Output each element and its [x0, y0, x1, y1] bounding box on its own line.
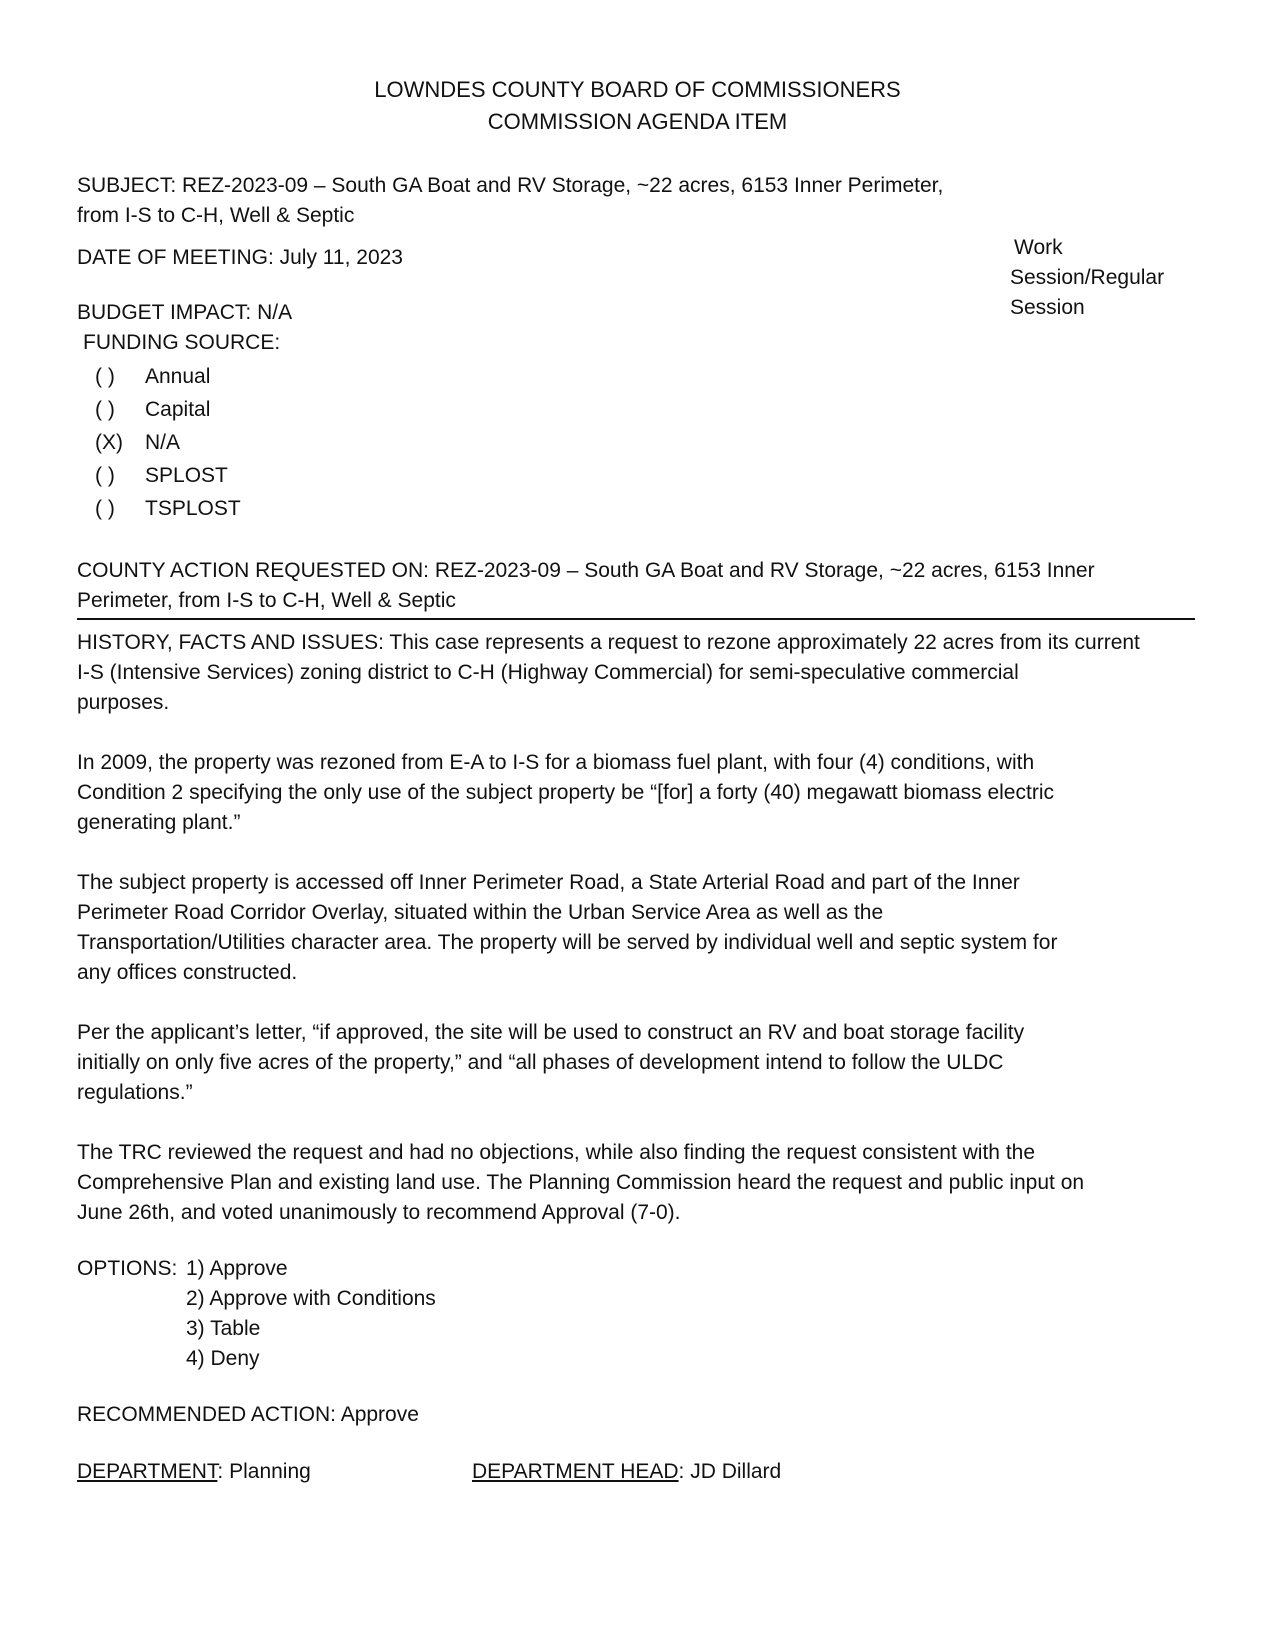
history-p3-line-1: The subject property is accessed off Inner Perimeter Road, a State Arterial Road and part of the Inner	[77, 871, 1020, 894]
funding-source-row	[95, 428, 495, 458]
option-item: 1) Approve	[186, 1257, 288, 1280]
funding-source-row	[95, 395, 495, 425]
funding-checkbox: (X)	[95, 431, 123, 454]
meeting-date: DATE OF MEETING: July 11, 2023	[77, 246, 403, 269]
history-p1-line-2: I-S (Intensive Services) zoning district to C-H (Highway Commercial) for semi-speculative commercial	[77, 661, 1019, 684]
funding-checkbox: ( )	[95, 497, 115, 520]
history-p1-line-3: purposes.	[77, 691, 170, 714]
county-action-line-2: Perimeter, from I-S to C-H, Well & Septic	[77, 589, 456, 612]
funding-label: SPLOST	[145, 464, 228, 487]
funding-label: N/A	[145, 431, 181, 454]
history-p2-line-3: generating plant.”	[77, 811, 241, 834]
funding-source-label: FUNDING SOURCE:	[83, 331, 281, 354]
funding-source-row	[95, 461, 495, 491]
department-head	[472, 1457, 781, 1487]
history-p4-line-2: initially on only five acres of the property,” and “all phases of development intend to follow the ULDC	[77, 1051, 1004, 1074]
session-type-line-1: Work	[1014, 236, 1063, 259]
history-p3-line-2: Perimeter Road Corridor Overlay, situated within the Urban Service Area as well as the	[77, 901, 884, 924]
department-value: : Planning	[217, 1460, 311, 1483]
history-p4-line-1: Per the applicant’s letter, “if approved, the site will be used to construct an RV and boat storage facility	[77, 1021, 1025, 1044]
department-head-value: : JD Dillard	[678, 1460, 782, 1483]
subject-line-1: SUBJECT: REZ-2023-09 – South GA Boat and RV Storage, ~22 acres, 6153 Inner Perimeter,	[77, 174, 944, 197]
county-action-line-1: COUNTY ACTION REQUESTED ON: REZ-2023-09 – South GA Boat and RV Storage, ~22 acres, 6153 Inner	[77, 559, 1095, 582]
recommended-action: RECOMMENDED ACTION: Approve	[77, 1403, 419, 1426]
history-p3-line-4: any offices constructed.	[77, 961, 298, 984]
history-p3-line-3: Transportation/Utilities character area. The property will be served by individual well and septic system for	[77, 931, 1058, 954]
funding-label: Capital	[145, 398, 211, 421]
option-item: 3) Table	[186, 1317, 261, 1340]
funding-label: TSPLOST	[145, 497, 241, 520]
header-title: LOWNDES COUNTY BOARD OF COMMISSIONERS	[374, 77, 901, 102]
funding-source-row	[95, 494, 495, 524]
options-label: OPTIONS:	[77, 1257, 178, 1280]
subject-line-2: from I-S to C-H, Well & Septic	[77, 204, 355, 227]
session-type-line-2: Session/Regular	[1010, 266, 1165, 289]
department-label: DEPARTMENT	[77, 1460, 218, 1483]
history-p2-line-1: In 2009, the property was rezoned from E-A to I-S for a biomass fuel plant, with four (4) conditions, with	[77, 751, 1035, 774]
option-item: 2) Approve with Conditions	[186, 1287, 436, 1310]
funding-checkbox: ( )	[95, 464, 115, 487]
department	[77, 1457, 311, 1487]
section-divider	[77, 618, 1195, 620]
option-item: 4) Deny	[186, 1347, 260, 1370]
funding-label: Annual	[145, 365, 211, 388]
history-p1-line-1: HISTORY, FACTS AND ISSUES: This case represents a request to rezone approximately 22 acres from its current	[77, 631, 1140, 654]
header-subtitle: COMMISSION AGENDA ITEM	[487, 109, 788, 134]
funding-checkbox: ( )	[95, 398, 115, 421]
session-type-line-3: Session	[1010, 296, 1085, 319]
history-p2-line-2: Condition 2 specifying the only use of the subject property be “[for] a forty (40) megawatt biomass electric	[77, 781, 1054, 804]
history-p5-line-3: June 26th, and voted unanimously to recommend Approval (7-0).	[77, 1201, 681, 1224]
budget-impact: BUDGET IMPACT: N/A	[77, 301, 293, 324]
funding-checkbox: ( )	[95, 365, 115, 388]
history-p5-line-1: The TRC reviewed the request and had no objections, while also finding the request consistent with the	[77, 1141, 1036, 1164]
history-p4-line-3: regulations.”	[77, 1081, 193, 1104]
funding-source-row	[95, 362, 495, 392]
department-head-label: DEPARTMENT HEAD	[472, 1460, 679, 1483]
history-p5-line-2: Comprehensive Plan and existing land use. The Planning Commission heard the request and public input on	[77, 1171, 1085, 1194]
